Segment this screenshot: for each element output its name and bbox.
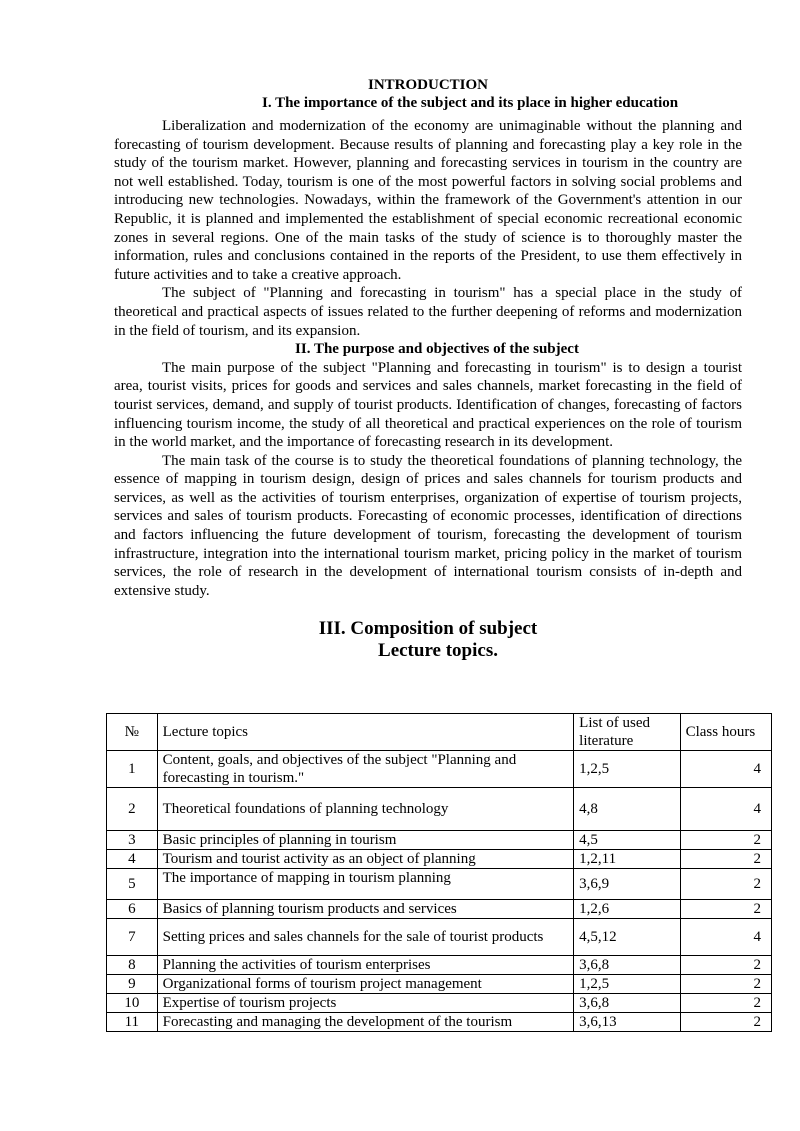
row-literature: 3,6,9	[574, 869, 680, 900]
table-row	[107, 1013, 772, 1032]
row-topic: Planning the activities of tourism enterprises	[157, 956, 574, 975]
row-num: 3	[107, 831, 158, 850]
section3-heading	[114, 618, 742, 662]
table-row	[107, 956, 772, 975]
row-num: 9	[107, 975, 158, 994]
section3-title: III. Composition of subject	[318, 618, 538, 640]
row-num: 6	[107, 900, 158, 919]
table-row	[107, 994, 772, 1013]
section1-paragraph-2: The subject of "Planning and forecasting in tourism" has a special place in the study of theoretical and practical aspects of issues related to the further deepening of reforms and modernization in the field of tourism, and its expansion.	[114, 285, 742, 339]
header-topic: Lecture topics	[157, 714, 574, 751]
row-literature: 1,2,5	[574, 751, 680, 788]
row-topic: Content, goals, and objectives of the subject "Planning and forecasting in tourism."	[157, 751, 574, 788]
row-literature: 1,2,6	[574, 900, 680, 919]
header-num: №	[107, 714, 158, 751]
row-topic: Setting prices and sales channels for the sale of tourist products	[157, 919, 574, 956]
row-hours: 2	[680, 869, 771, 900]
section3-subtitle: Lecture topics.	[378, 640, 498, 662]
section1-paragraph-1: Liberalization and modernization of the economy are unimaginable without the planning and forecasting of tourism development. Because results of planning and forecasting play a key role in the study of the tourism market. However, planning and forecasting services in tourism in the country are not well established. Today, tourism is one of the most powerful factors in solving social problems and introducing new technologies. Nowadays, within the framework of the Government's attention in our Republic, it is planned and implemented the establishment of special economic recreational economic zones in several regions. One of the main tasks of the study of science is to thoroughly master the information, rules and conclusions contained in the reports of the President, to use them effectively in future activities and to take a creative approach.	[114, 118, 742, 283]
row-num: 10	[107, 994, 158, 1013]
section2-paragraph-1: The main purpose of the subject "Planning and forecasting in tourism" is to design a tourist area, tourist visits, prices for goods and services and sales channels, market forecasting in the field of tourist services, demand, and supply of tourist products. Identification of changes, forecasting of factors influencing tourism income, the study of all theoretical and practical experiences on the role of tourism in the world market, and the importance of forecasting research in its development.	[114, 359, 742, 451]
row-topic: Basic principles of planning in tourism	[157, 831, 574, 850]
row-hours: 2	[680, 994, 771, 1013]
row-topic: The importance of mapping in tourism planning	[157, 869, 574, 900]
row-hours: 2	[680, 831, 771, 850]
row-num: 4	[107, 850, 158, 869]
row-num: 11	[107, 1013, 158, 1032]
table-row	[107, 831, 772, 850]
row-hours: 2	[680, 850, 771, 869]
section2-heading: II. The purpose and objectives of the subject	[295, 341, 579, 358]
row-num: 1	[107, 751, 158, 788]
table-row	[107, 751, 772, 788]
row-literature: 3,6,8	[574, 994, 680, 1013]
row-hours: 4	[680, 788, 771, 831]
table-row	[107, 975, 772, 994]
row-hours: 4	[680, 751, 771, 788]
row-topic: Theoretical foundations of planning technology	[157, 788, 574, 831]
row-literature: 3,6,8	[574, 956, 680, 975]
table-row	[107, 869, 772, 900]
row-num: 8	[107, 956, 158, 975]
row-topic: Expertise of tourism projects	[157, 994, 574, 1013]
table-row	[107, 788, 772, 831]
row-num: 5	[107, 869, 158, 900]
row-topic: Basics of planning tourism products and services	[157, 900, 574, 919]
row-literature: 4,8	[574, 788, 680, 831]
row-literature: 4,5	[574, 831, 680, 850]
row-literature: 1,2,5	[574, 975, 680, 994]
section2-paragraph-2: The main task of the course is to study the theoretical foundations of planning technology, the essence of mapping in tourism design, design of prices and sales channels for tourism products and services, as well as the activities of tourism enterprises, organization of expertise of tourism projects, services and sales of tourism products. Forecasting of economic processes, identification of directions and factors influencing the future development of tourism, forecasting the development of tourism infrastructure, integration into the international tourism market, pricing policy in the market of tourism services, the role of research in the development of international tourism consists of in-depth and extensive study.	[114, 452, 742, 599]
row-hours: 4	[680, 919, 771, 956]
table-header-row	[107, 714, 772, 751]
table-row	[107, 850, 772, 869]
header-literature: List of used literature	[574, 714, 680, 751]
row-num: 7	[107, 919, 158, 956]
table-row	[107, 900, 772, 919]
row-topic: Organizational forms of tourism project management	[157, 975, 574, 994]
header-hours: Class hours	[680, 714, 771, 751]
row-hours: 2	[680, 975, 771, 994]
document-page	[114, 76, 742, 662]
row-hours: 2	[680, 900, 771, 919]
lecture-topics-table	[106, 713, 772, 1032]
row-topic: Forecasting and managing the development of the tourism	[157, 1013, 574, 1032]
row-num: 2	[107, 788, 158, 831]
row-literature: 4,5,12	[574, 919, 680, 956]
row-topic: Tourism and tourist activity as an object of planning	[157, 850, 574, 869]
row-hours: 2	[680, 956, 771, 975]
row-hours: 2	[680, 1013, 771, 1032]
table-row	[107, 919, 772, 956]
row-literature: 3,6,13	[574, 1013, 680, 1032]
row-literature: 1,2,11	[574, 850, 680, 869]
section1-heading: I. The importance of the subject and its place in higher education	[262, 95, 679, 111]
intro-heading: INTRODUCTION	[367, 77, 488, 93]
